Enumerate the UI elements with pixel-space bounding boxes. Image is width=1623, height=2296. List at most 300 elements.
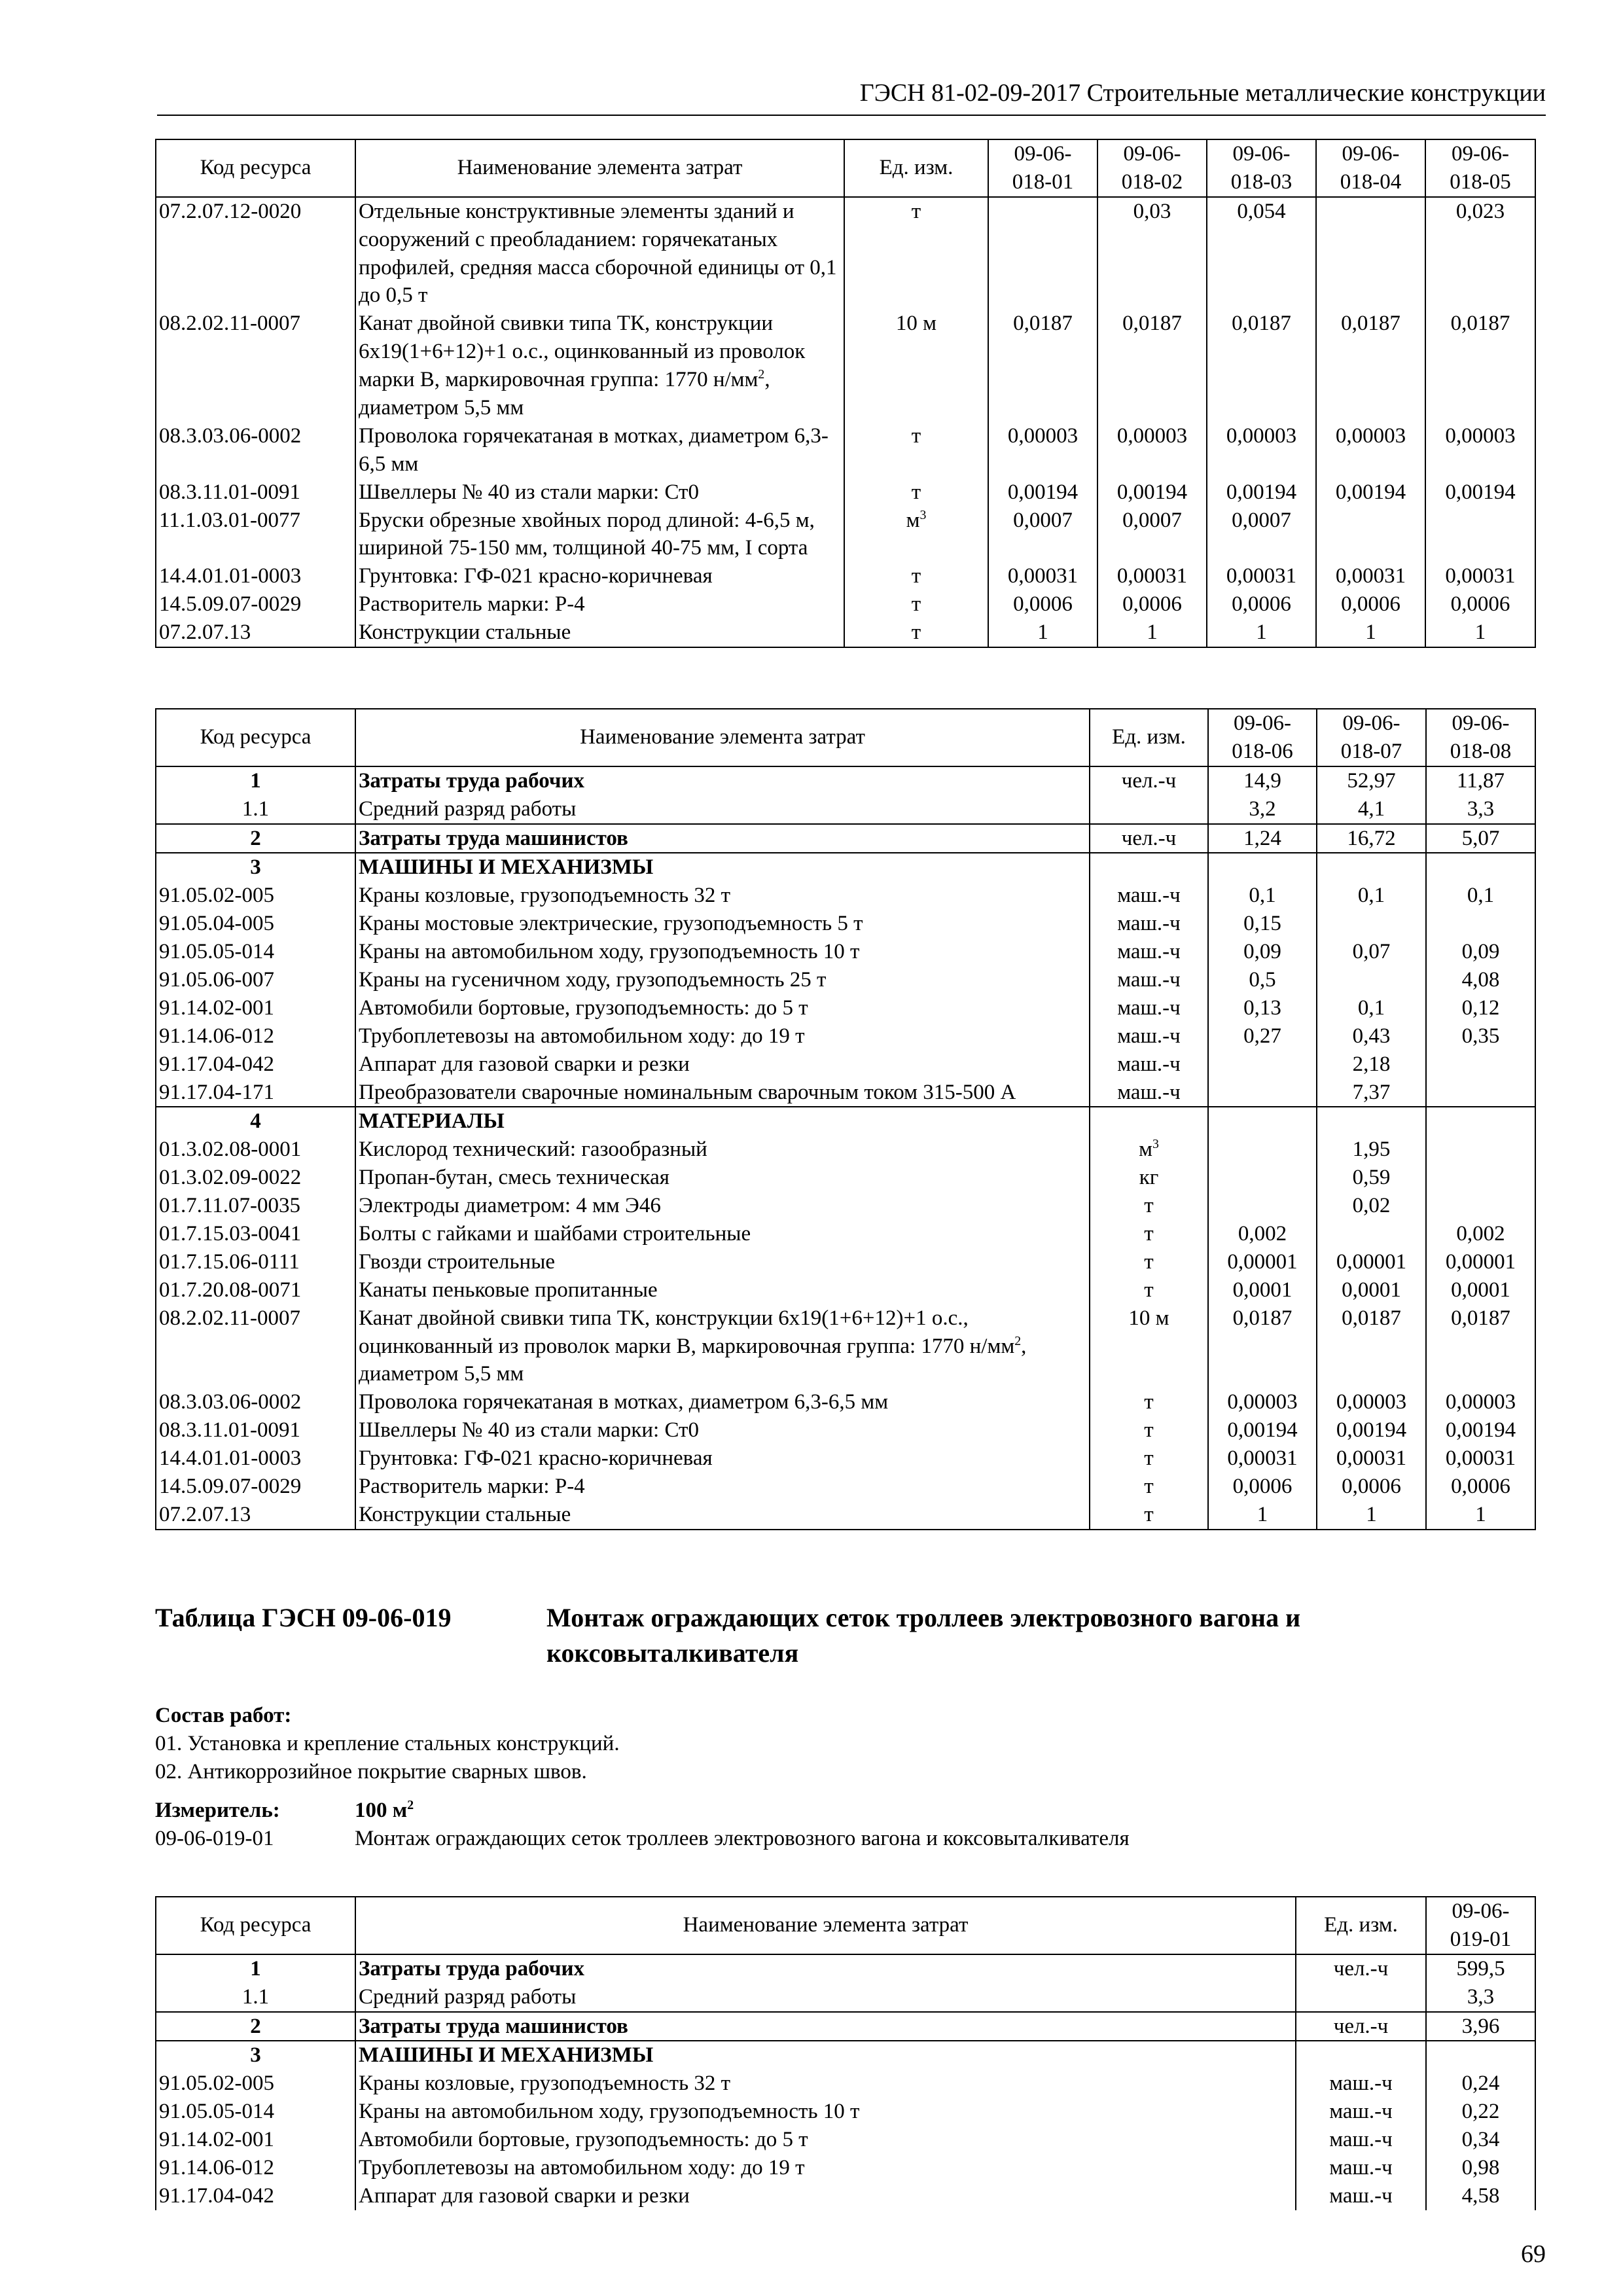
table-row xyxy=(156,2154,1535,2182)
cost-element: Канат двойной свивки типа ТК, конструкции 6х19(1+6+12)+1 о.с., оцинкованный из проволок марки В, маркировочная группа: 1770 $н/мм^2$, диаметром 5,5 мм xyxy=(355,310,844,422)
column-header: Код ресурса xyxy=(156,1897,355,1954)
resource-code: 2 xyxy=(156,2012,355,2041)
column-header: 09-06- 018-02 xyxy=(1097,139,1207,197)
cost-element: Грунтовка: ГФ-021 красно-коричневая xyxy=(355,1444,1090,1473)
norm-value: 0,054 xyxy=(1207,197,1316,310)
column-header: Код ресурса xyxy=(156,139,355,197)
column-header: 09-06- 018-04 xyxy=(1316,139,1425,197)
norm-value xyxy=(1208,853,1317,882)
unit: маш.-ч xyxy=(1090,910,1208,938)
cost-element: Отдельные конструктивные элементы зданий и сооружений с преобладанием: горячекатаных профилей, средняя масса сборочной единицы от 0,1 до 0,5 т xyxy=(355,197,844,310)
resource-code: 08.2.02.11-0007 xyxy=(156,310,355,422)
norm-value: 0,0001 xyxy=(1317,1276,1426,1304)
resource-table-018-06-08 xyxy=(155,708,1536,1530)
norm-value: 1 xyxy=(1097,619,1207,647)
norm-value: 0,00031 xyxy=(1097,562,1207,590)
table-label: Таблица ГЭСН 09-06-019 xyxy=(155,1603,452,1632)
norm-value xyxy=(1426,853,1535,882)
norm-value: 0,5 xyxy=(1208,966,1317,994)
cost-element: Гвозди строительные xyxy=(355,1248,1090,1276)
table-row xyxy=(156,1501,1535,1530)
norm-value: 4,58 xyxy=(1426,2182,1535,2210)
norm-value: 0,00031 xyxy=(1208,1444,1317,1473)
cost-element: Канаты пеньковые пропитанные xyxy=(355,1276,1090,1304)
resource-code: 01.7.11.07-0035 xyxy=(156,1192,355,1220)
resource-code: 91.14.02-001 xyxy=(156,2126,355,2154)
norm-value xyxy=(1317,1107,1426,1136)
cost-element: Затраты труда машинистов xyxy=(355,824,1090,853)
table-row xyxy=(156,966,1535,994)
resource-code: 01.7.15.06-0111 xyxy=(156,1248,355,1276)
norm-value: 3,3 xyxy=(1426,795,1535,824)
norm-value: 0,00001 xyxy=(1208,1248,1317,1276)
norm-value: 0,00003 xyxy=(1425,422,1535,478)
norm-value: 0,27 xyxy=(1208,1022,1317,1050)
resource-code: 3 xyxy=(156,2041,355,2070)
cost-element: Грунтовка: ГФ-021 красно-коричневая xyxy=(355,562,844,590)
table-title: Монтаж ограждающих сеток троллеев электровозного вагона и коксовыталкивателя xyxy=(546,1603,1301,1668)
work-item: 01. Установка и крепление стальных конструкций. xyxy=(155,1731,620,1755)
unit: т xyxy=(1090,1388,1208,1416)
norm-value: 0,00003 xyxy=(988,422,1097,478)
norm-value: 0,0187 xyxy=(1317,1304,1426,1389)
norm-value xyxy=(1208,1136,1317,1164)
norm-value: 0,0187 xyxy=(1425,310,1535,422)
resource-code: 91.14.06-012 xyxy=(156,1022,355,1050)
resource-code: 01.3.02.08-0001 xyxy=(156,1136,355,1164)
norm-value: 0,00003 xyxy=(1208,1388,1317,1416)
norm-value xyxy=(1426,1050,1535,1079)
unit: маш.-ч xyxy=(1090,882,1208,910)
table-row xyxy=(156,422,1535,478)
resource-code: 01.3.02.09-0022 xyxy=(156,1164,355,1192)
table-row xyxy=(156,994,1535,1022)
norm-value xyxy=(1426,1136,1535,1164)
column-header: 09-06- 018-05 xyxy=(1425,139,1535,197)
resource-code: 1.1 xyxy=(156,795,355,824)
norm-value: 0,023 xyxy=(1425,197,1535,310)
norm-value: 0,34 xyxy=(1426,2126,1535,2154)
unit: т xyxy=(1090,1444,1208,1473)
norm-value: 0,1 xyxy=(1208,882,1317,910)
unit: т xyxy=(1090,1220,1208,1248)
column-header: Ед. изм. xyxy=(1090,709,1208,766)
norm-value: 0,00003 xyxy=(1316,422,1425,478)
norm-value xyxy=(1426,1192,1535,1220)
table-row xyxy=(156,910,1535,938)
unit: чел.-ч xyxy=(1296,1954,1426,1983)
cost-element: Швеллеры № 40 из стали марки: Ст0 xyxy=(355,1416,1090,1444)
norm-value: 0,00194 xyxy=(1207,478,1316,507)
table-row xyxy=(156,562,1535,590)
measurement-block xyxy=(155,1797,1535,1853)
norm-value: 599,5 xyxy=(1426,1954,1535,1983)
norm-value: 0,00031 xyxy=(1425,562,1535,590)
table-row xyxy=(156,1220,1535,1248)
unit: маш.-ч xyxy=(1296,2126,1426,2154)
resource-code: 07.2.07.13 xyxy=(156,1501,355,1530)
table-row xyxy=(156,1983,1535,2012)
norm-value: 1 xyxy=(1426,1501,1535,1530)
unit: маш.-ч xyxy=(1296,2182,1426,2210)
resource-code: 91.17.04-042 xyxy=(156,1050,355,1079)
cost-element: Затраты труда машинистов xyxy=(355,2012,1296,2041)
norm-value: 0,00003 xyxy=(1426,1388,1535,1416)
cost-element: Автомобили бортовые, грузоподъемность: до 5 т xyxy=(355,994,1090,1022)
unit: т xyxy=(844,619,988,647)
resource-code: 91.05.05-014 xyxy=(156,938,355,966)
norm-value: 1 xyxy=(988,619,1097,647)
unit: т xyxy=(1090,1416,1208,1444)
unit: маш.-ч xyxy=(1090,966,1208,994)
norm-value: 0,002 xyxy=(1426,1220,1535,1248)
unit xyxy=(1090,1107,1208,1136)
column-header: 09-06- 018-06 xyxy=(1208,709,1317,766)
norm-value: 14,9 xyxy=(1208,766,1317,795)
resource-code: 01.7.20.08-0071 xyxy=(156,1276,355,1304)
resource-code: 08.2.02.11-0007 xyxy=(156,1304,355,1389)
norm-value: 0,1 xyxy=(1426,882,1535,910)
table-row xyxy=(156,1050,1535,1079)
resource-code: 14.5.09.07-0029 xyxy=(156,1473,355,1501)
table-row xyxy=(156,2012,1535,2041)
table-row xyxy=(156,2070,1535,2098)
table-header xyxy=(156,139,1535,197)
table-row xyxy=(156,2126,1535,2154)
table-row xyxy=(156,1954,1535,1983)
norm-value: 1,24 xyxy=(1208,824,1317,853)
norm-value: 0,59 xyxy=(1317,1164,1426,1192)
unit: маш.-ч xyxy=(1296,2154,1426,2182)
norm-value: 0,00194 xyxy=(1097,478,1207,507)
cost-element: Затраты труда рабочих xyxy=(355,1954,1296,1983)
table-row xyxy=(156,1164,1535,1192)
norm-value: 0,00031 xyxy=(1317,1444,1426,1473)
cost-element: Проволока горячекатаная в мотках, диаметром 6,3-6,5 мм xyxy=(355,422,844,478)
norm-value: 0,09 xyxy=(1208,938,1317,966)
cost-element: Преобразователи сварочные номинальным сварочным током 315-500 А xyxy=(355,1079,1090,1107)
cost-element: Проволока горячекатаная в мотках, диаметром 6,3-6,5 мм xyxy=(355,1388,1090,1416)
cost-element: Аппарат для газовой сварки и резки xyxy=(355,2182,1296,2210)
unit xyxy=(1090,853,1208,882)
resource-code: 14.4.01.01-0003 xyxy=(156,1444,355,1473)
resource-code: 14.5.09.07-0029 xyxy=(156,590,355,619)
cost-element: МАШИНЫ И МЕХАНИЗМЫ xyxy=(355,853,1090,882)
norm-value: 0,0187 xyxy=(1208,1304,1317,1389)
resource-code: 07.2.07.12-0020 xyxy=(156,197,355,310)
resource-code: 91.05.04-005 xyxy=(156,910,355,938)
cost-element: Кислород технический: газообразный xyxy=(355,1136,1090,1164)
table-row xyxy=(156,853,1535,882)
table-row xyxy=(156,1192,1535,1220)
norm-value: 0,0006 xyxy=(1426,1473,1535,1501)
norm-value: 0,0001 xyxy=(1208,1276,1317,1304)
cost-element: Автомобили бортовые, грузоподъемность: до 5 т xyxy=(355,2126,1296,2154)
norm-value: 52,97 xyxy=(1317,766,1426,795)
norm-value: 0,00194 xyxy=(1208,1416,1317,1444)
column-header: 09-06- 019-01 xyxy=(1426,1897,1535,1954)
norm-value: 0,00194 xyxy=(1316,478,1425,507)
cost-element: Растворитель марки: Р-4 xyxy=(355,590,844,619)
resource-code: 01.7.15.03-0041 xyxy=(156,1220,355,1248)
work-item: 02. Антикоррозийное покрытие сварных швов. xyxy=(155,1759,587,1784)
cost-element: Конструкции стальные xyxy=(355,619,844,647)
cost-element: Трубоплетевозы на автомобильном ходу: до 19 т xyxy=(355,2154,1296,2182)
cost-element: Краны на автомобильном ходу, грузоподъемность 10 т xyxy=(355,2098,1296,2126)
unit: 10 м xyxy=(1090,1304,1208,1389)
cost-element: Электроды диаметром: 4 мм Э46 xyxy=(355,1192,1090,1220)
running-header: ГЭСН 81-02-09-2017 Строительные металлические конструкции xyxy=(157,77,1546,116)
norm-value xyxy=(1208,1079,1317,1107)
cost-element: Средний разряд работы xyxy=(355,795,1090,824)
table-row xyxy=(156,1248,1535,1276)
resource-code: 91.17.04-042 xyxy=(156,2182,355,2210)
norm-value xyxy=(1426,1107,1535,1136)
norm-value: 0,00031 xyxy=(988,562,1097,590)
resource-code: 91.05.06-007 xyxy=(156,966,355,994)
column-header: Ед. изм. xyxy=(1296,1897,1426,1954)
unit: т xyxy=(1090,1276,1208,1304)
column-header: Наименование элемента затрат xyxy=(355,139,844,197)
norm-value xyxy=(1316,507,1425,563)
norm-value: 0,07 xyxy=(1317,938,1426,966)
norm-value: 0,0007 xyxy=(1097,507,1207,563)
norm-value: 4,1 xyxy=(1317,795,1426,824)
resource-code: 08.3.03.06-0002 xyxy=(156,1388,355,1416)
resource-code: 08.3.11.01-0091 xyxy=(156,478,355,507)
cost-element: Средний разряд работы xyxy=(355,1983,1296,2012)
norm-value: 0,0187 xyxy=(1207,310,1316,422)
unit xyxy=(1090,795,1208,824)
cost-element: Канат двойной свивки типа ТК, конструкции 6х19(1+6+12)+1 о.с., оцинкованный из проволок марки В, маркировочная группа: 1770 $н/мм^2$, диаметром 5,5 мм xyxy=(355,1304,1090,1389)
unit: кг xyxy=(1090,1164,1208,1192)
norm-value: 0,1 xyxy=(1317,882,1426,910)
column-header: 09-06- 018-01 xyxy=(988,139,1097,197)
resource-code: 91.14.06-012 xyxy=(156,2154,355,2182)
norm-value: 0,43 xyxy=(1317,1022,1426,1050)
norm-value: 0,002 xyxy=(1208,1220,1317,1248)
norm-value xyxy=(1426,1079,1535,1107)
norm-value: 0,13 xyxy=(1208,994,1317,1022)
norm-value: 0,00194 xyxy=(1425,478,1535,507)
column-header: Наименование элемента затрат xyxy=(355,1897,1296,1954)
cost-element: Конструкции стальные xyxy=(355,1501,1090,1530)
unit: $м^3$ xyxy=(844,507,988,563)
unit: т xyxy=(844,590,988,619)
norm-value: 1 xyxy=(1317,1501,1426,1530)
norm-value: 0,00194 xyxy=(1317,1416,1426,1444)
norm-value xyxy=(1208,1192,1317,1220)
resource-code: 3 xyxy=(156,853,355,882)
norm-value: 16,72 xyxy=(1317,824,1426,853)
norm-value: 0,0006 xyxy=(1207,590,1316,619)
norm-value xyxy=(1426,910,1535,938)
column-header: 09-06- 018-03 xyxy=(1207,139,1316,197)
resource-code: 91.14.02-001 xyxy=(156,994,355,1022)
norm-value: 0,0006 xyxy=(1317,1473,1426,1501)
unit: 10 м xyxy=(844,310,988,422)
cost-element: МАТЕРИАЛЫ xyxy=(355,1107,1090,1136)
norm-value: 0,0187 xyxy=(988,310,1097,422)
norm-value xyxy=(1208,1050,1317,1079)
table-row xyxy=(156,310,1535,422)
unit: маш.-ч xyxy=(1296,2070,1426,2098)
cost-element: Болты с гайками и шайбами строительные xyxy=(355,1220,1090,1248)
cost-element: Бруски обрезные хвойных пород длиной: 4-6,5 м, шириной 75-150 мм, толщиной 40-75 мм, I сорта xyxy=(355,507,844,563)
table-row xyxy=(156,590,1535,619)
cost-element: Краны козловые, грузоподъемность 32 т xyxy=(355,2070,1296,2098)
table-row xyxy=(156,1107,1535,1136)
resource-code: 91.05.05-014 xyxy=(156,2098,355,2126)
cost-element: Краны на автомобильном ходу, грузоподъемность 10 т xyxy=(355,938,1090,966)
norm-value: 0,0006 xyxy=(1316,590,1425,619)
meas-label: Измеритель: xyxy=(155,1799,280,1822)
table-row xyxy=(156,1136,1535,1164)
norm-value: 0,0007 xyxy=(988,507,1097,563)
unit: маш.-ч xyxy=(1090,1079,1208,1107)
unit: маш.-ч xyxy=(1090,994,1208,1022)
cost-element: Трубоплетевозы на автомобильном ходу: до 19 т xyxy=(355,1022,1090,1050)
norm-value: 0,24 xyxy=(1426,2070,1535,2098)
cost-element: Швеллеры № 40 из стали марки: Ст0 xyxy=(355,478,844,507)
norm-value: 0,1 xyxy=(1317,994,1426,1022)
resource-code: 14.4.01.01-0003 xyxy=(156,562,355,590)
table-row xyxy=(156,766,1535,795)
norm-value: 0,00001 xyxy=(1426,1248,1535,1276)
norm-value: 11,87 xyxy=(1426,766,1535,795)
unit: т xyxy=(844,562,988,590)
work-heading: Состав работ: xyxy=(155,1704,292,1727)
norm-value: 0,09 xyxy=(1426,938,1535,966)
page-number: 69 xyxy=(1521,2240,1546,2268)
resource-code: 1 xyxy=(156,766,355,795)
resource-table-019-01 xyxy=(155,1896,1536,2210)
cost-element: Пропан-бутан, смесь техническая xyxy=(355,1164,1090,1192)
norm-value: 0,0187 xyxy=(1316,310,1425,422)
cost-element: Затраты труда рабочих xyxy=(355,766,1090,795)
unit: маш.-ч xyxy=(1090,1050,1208,1079)
norm-value xyxy=(1317,910,1426,938)
cost-element: Растворитель марки: Р-4 xyxy=(355,1473,1090,1501)
norm-value: 7,37 xyxy=(1317,1079,1426,1107)
table-header xyxy=(156,709,1535,766)
norm-value xyxy=(1208,1164,1317,1192)
table-row xyxy=(156,478,1535,507)
resource-code: 4 xyxy=(156,1107,355,1136)
unit xyxy=(1296,1983,1426,2012)
norm-value: 0,0001 xyxy=(1426,1276,1535,1304)
norm-value xyxy=(988,197,1097,310)
column-header: Наименование элемента затрат xyxy=(355,709,1090,766)
resource-code: 1.1 xyxy=(156,1983,355,2012)
table-row xyxy=(156,197,1535,310)
norm-value xyxy=(1208,1107,1317,1136)
norm-code: 09-06-019-01 xyxy=(155,1827,274,1850)
meas-value: 100 $м^2$ xyxy=(355,1798,414,1822)
resource-code: 91.05.02-005 xyxy=(156,2070,355,2098)
unit: чел.-ч xyxy=(1090,824,1208,853)
norm-value: 3,2 xyxy=(1208,795,1317,824)
column-header: Ед. изм. xyxy=(844,139,988,197)
unit xyxy=(1296,2041,1426,2070)
norm-value: 1 xyxy=(1207,619,1316,647)
table-row xyxy=(156,619,1535,647)
norm-value: 3,96 xyxy=(1426,2012,1535,2041)
norm-desc: Монтаж ограждающих сеток троллеев электровозного вагона и коксовыталкивателя xyxy=(355,1827,1130,1850)
unit: чел.-ч xyxy=(1296,2012,1426,2041)
resource-code: 07.2.07.13 xyxy=(156,619,355,647)
norm-value xyxy=(1317,1220,1426,1248)
norm-value: 5,07 xyxy=(1426,824,1535,853)
table-header xyxy=(156,1897,1535,1954)
table-row xyxy=(156,1022,1535,1050)
norm-value: 0,00194 xyxy=(1426,1416,1535,1444)
resource-code: 08.3.03.06-0002 xyxy=(156,422,355,478)
resource-code: 91.17.04-171 xyxy=(156,1079,355,1107)
table-row xyxy=(156,2098,1535,2126)
norm-value: 0,00003 xyxy=(1207,422,1316,478)
unit: т xyxy=(1090,1248,1208,1276)
table-row xyxy=(156,795,1535,824)
unit: т xyxy=(844,197,988,310)
norm-value: 0,0006 xyxy=(1208,1473,1317,1501)
cost-element: Краны козловые, грузоподъемность 32 т xyxy=(355,882,1090,910)
resource-code: 91.05.02-005 xyxy=(156,882,355,910)
norm-value: 1,95 xyxy=(1317,1136,1426,1164)
table-row xyxy=(156,938,1535,966)
table-row xyxy=(156,1473,1535,1501)
unit: маш.-ч xyxy=(1090,1022,1208,1050)
norm-value: 0,0006 xyxy=(988,590,1097,619)
resource-code: 1 xyxy=(156,1954,355,1983)
table-row xyxy=(156,1304,1535,1389)
table-row xyxy=(156,1276,1535,1304)
table-row xyxy=(156,824,1535,853)
table-row xyxy=(156,1444,1535,1473)
resource-code: 2 xyxy=(156,824,355,853)
resource-code: 08.3.11.01-0091 xyxy=(156,1416,355,1444)
norm-value: 0,0006 xyxy=(1097,590,1207,619)
unit: т xyxy=(844,422,988,478)
unit: т xyxy=(1090,1501,1208,1530)
table-row xyxy=(156,2041,1535,2070)
norm-value: 2,18 xyxy=(1317,1050,1426,1079)
norm-value: 0,00001 xyxy=(1317,1248,1426,1276)
table-row xyxy=(156,2182,1535,2210)
cost-element: Краны на гусеничном ходу, грузоподъемность 25 т xyxy=(355,966,1090,994)
norm-value: 1 xyxy=(1316,619,1425,647)
cost-element: Краны мостовые электрические, грузоподъемность 5 т xyxy=(355,910,1090,938)
column-header: 09-06- 018-07 xyxy=(1317,709,1426,766)
unit: $м^3$ xyxy=(1090,1136,1208,1164)
unit: т xyxy=(844,478,988,507)
norm-value: 0,00031 xyxy=(1316,562,1425,590)
norm-value: 0,98 xyxy=(1426,2154,1535,2182)
norm-value xyxy=(1425,507,1535,563)
norm-value xyxy=(1316,197,1425,310)
norm-value: 0,0007 xyxy=(1207,507,1316,563)
norm-value: 0,12 xyxy=(1426,994,1535,1022)
norm-value: 0,15 xyxy=(1208,910,1317,938)
cost-element: МАШИНЫ И МЕХАНИЗМЫ xyxy=(355,2041,1296,2070)
table-row xyxy=(156,1416,1535,1444)
cost-element: Аппарат для газовой сварки и резки xyxy=(355,1050,1090,1079)
norm-value xyxy=(1426,1164,1535,1192)
norm-value: 0,02 xyxy=(1317,1192,1426,1220)
norm-value: 1 xyxy=(1425,619,1535,647)
norm-value xyxy=(1317,853,1426,882)
norm-value: 0,03 xyxy=(1097,197,1207,310)
